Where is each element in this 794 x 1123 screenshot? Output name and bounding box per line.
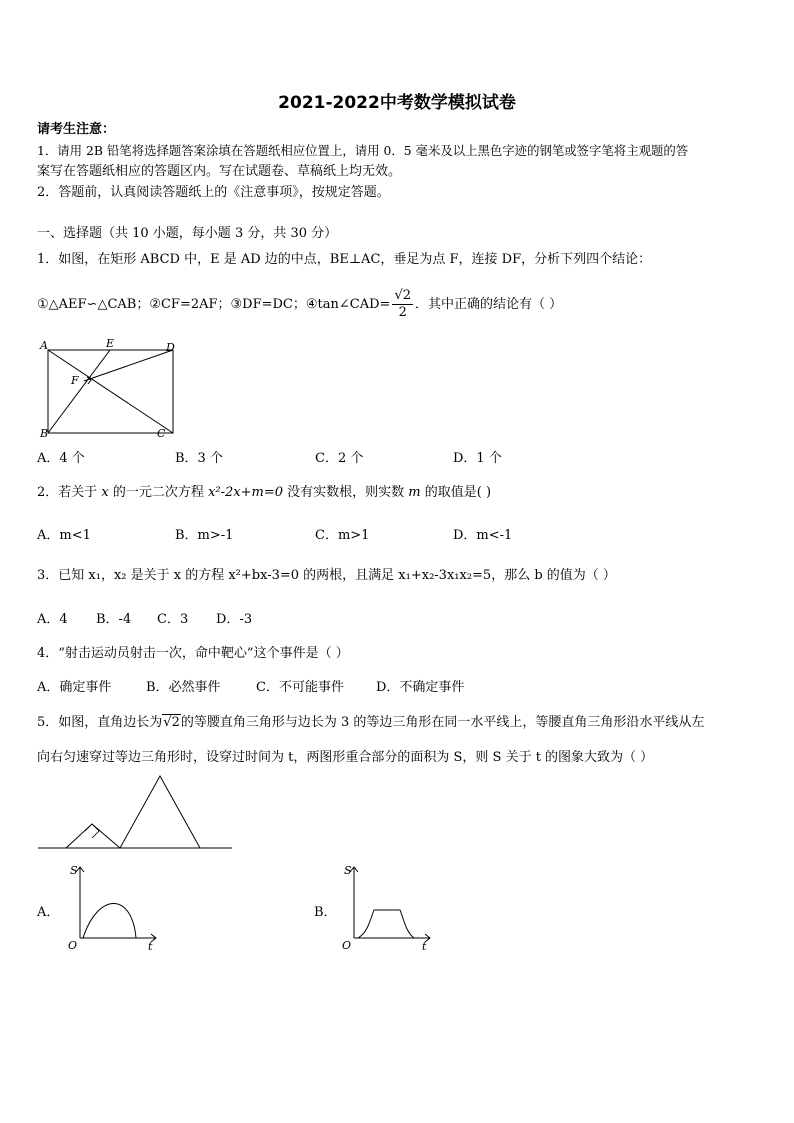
axis-t-label: t (422, 940, 427, 952)
diagonal-ac (48, 350, 173, 433)
q1-conclusions-line (37, 287, 562, 323)
notice-line-1b: 案写在答题纸相应的答题区内。写在试题卷、草稿纸上均无效。 (37, 164, 402, 179)
label-b: B (40, 427, 49, 440)
q5-line-2: 向右匀速穿过等边三角形时，设穿过时间为 t，两图形重合部分的面积为 S，则 S 关于 t 的图象大致为（ ） (37, 750, 654, 765)
label-d: D (166, 341, 175, 354)
q2-option-b[interactable]: B．m>-1 (175, 528, 234, 543)
q1-option-d[interactable]: D．1 个 (453, 451, 502, 466)
q1-fraction (392, 288, 413, 321)
isosceles-right-triangle (66, 824, 120, 848)
label-a: A (40, 339, 48, 352)
q1-stem: 1．如图，在矩形 ABCD 中，E 是 AD 边的中点，BE⊥AC，垂足为点 F，连接 DF，分析下列四个结论： (37, 252, 652, 267)
segment-be (48, 350, 110, 433)
q1-tail: ．其中正确的结论有（ ） (415, 297, 563, 312)
q5-option-a[interactable]: A． (37, 905, 60, 920)
q5-line-1 (37, 710, 704, 736)
q1-conclusions: ①△AEF∽△CAB；②CF=2AF；③DF=DC；④tan∠CAD= (37, 297, 391, 312)
notice-line-1a: 1．请用 2B 铅笔将选择题答案涂填在答题纸相应位置上，请用 0．5 毫米及以上黑色字迹的钢笔或签字笔将主观题的答 (37, 143, 689, 158)
curve-a (83, 904, 136, 939)
q2-stem-a: 2．若关于 (37, 485, 98, 500)
q3-option-b[interactable]: B．-4 (96, 612, 132, 627)
q3-stem: 3．已知 x₁，x₂ 是关于 x 的方程 x²+bx-3=0 的两根，且满足 x₁+x₂-3x₁x₂=5，那么 b 的值为（ ） (37, 568, 616, 583)
page-title: 2021-2022中考数学模拟试卷 (278, 93, 516, 113)
notice-heading: 请考生注意： (37, 122, 116, 137)
q2-stem (37, 483, 491, 503)
axis-s-label: S (70, 864, 78, 877)
q5-graph-a (60, 862, 160, 952)
q3-option-c[interactable]: C．3 (157, 612, 189, 627)
q5-shapes-figure (36, 774, 236, 854)
q1-frac-den: 2 (398, 305, 407, 320)
q2-var-m: m (408, 485, 421, 500)
q2-var-x: x (101, 485, 109, 500)
notice-line-2: 2．答题前，认真阅读答题纸上的《注意事项》，按规定答题。 (37, 185, 390, 200)
q4-option-c[interactable]: C．不可能事件 (256, 680, 344, 695)
q4-option-a[interactable]: A．确定事件 (37, 680, 112, 695)
label-e: E (106, 337, 115, 350)
q5-option-b[interactable]: B． (314, 905, 337, 920)
q3-option-d[interactable]: D．-3 (216, 612, 253, 627)
q3-option-a[interactable]: A．4 (37, 612, 68, 627)
axis-s-label: S (344, 864, 352, 877)
q1-frac-num: √2 (394, 288, 411, 303)
q2-option-d[interactable]: D．m<-1 (453, 528, 513, 543)
q2-stem-d: 的取值是( ) (424, 485, 492, 500)
q2-stem-c: 没有实数根，则实数 (287, 485, 405, 500)
q1-option-a[interactable]: A．4 个 (37, 451, 85, 466)
curve-b (358, 910, 414, 938)
label-f: F (71, 374, 79, 387)
q2-equation: x²-2x+m=0 (208, 485, 283, 500)
q1-option-c[interactable]: C．2 个 (315, 451, 364, 466)
q5-line-1a: 5．如图，直角边长为 (37, 715, 163, 730)
q2-option-c[interactable]: C．m>1 (315, 528, 370, 543)
origin-label: O (342, 939, 352, 952)
label-c: C (157, 427, 166, 440)
q1-option-b[interactable]: B．3 个 (175, 451, 223, 466)
q4-stem: 4．“射击运动员射击一次，命中靶心”这个事件是（ ） (37, 646, 349, 661)
q5-graph-b (334, 862, 434, 952)
segment-df (84, 350, 173, 381)
axis-t-label: t (148, 940, 153, 952)
section-heading: 一、选择题（共 10 小题，每小题 3 分，共 30 分） (37, 226, 338, 241)
right-angle-mark (85, 824, 99, 838)
q2-option-a[interactable]: A．m<1 (37, 528, 91, 543)
equilateral-triangle (120, 776, 200, 848)
q4-option-b[interactable]: B．必然事件 (146, 680, 221, 695)
q5-sqrt2: √2 (163, 715, 180, 730)
q2-stem-b: 的一元二次方程 (112, 485, 204, 500)
q1-rectangle-figure (36, 336, 181, 441)
q5-line-1b: 的等腰直角三角形与边长为 3 的等边三角形在同一水平线上，等腰直角三角形沿水平线从左 (180, 715, 705, 730)
origin-label: O (68, 939, 78, 952)
q4-option-d[interactable]: D．不确定事件 (376, 680, 465, 695)
